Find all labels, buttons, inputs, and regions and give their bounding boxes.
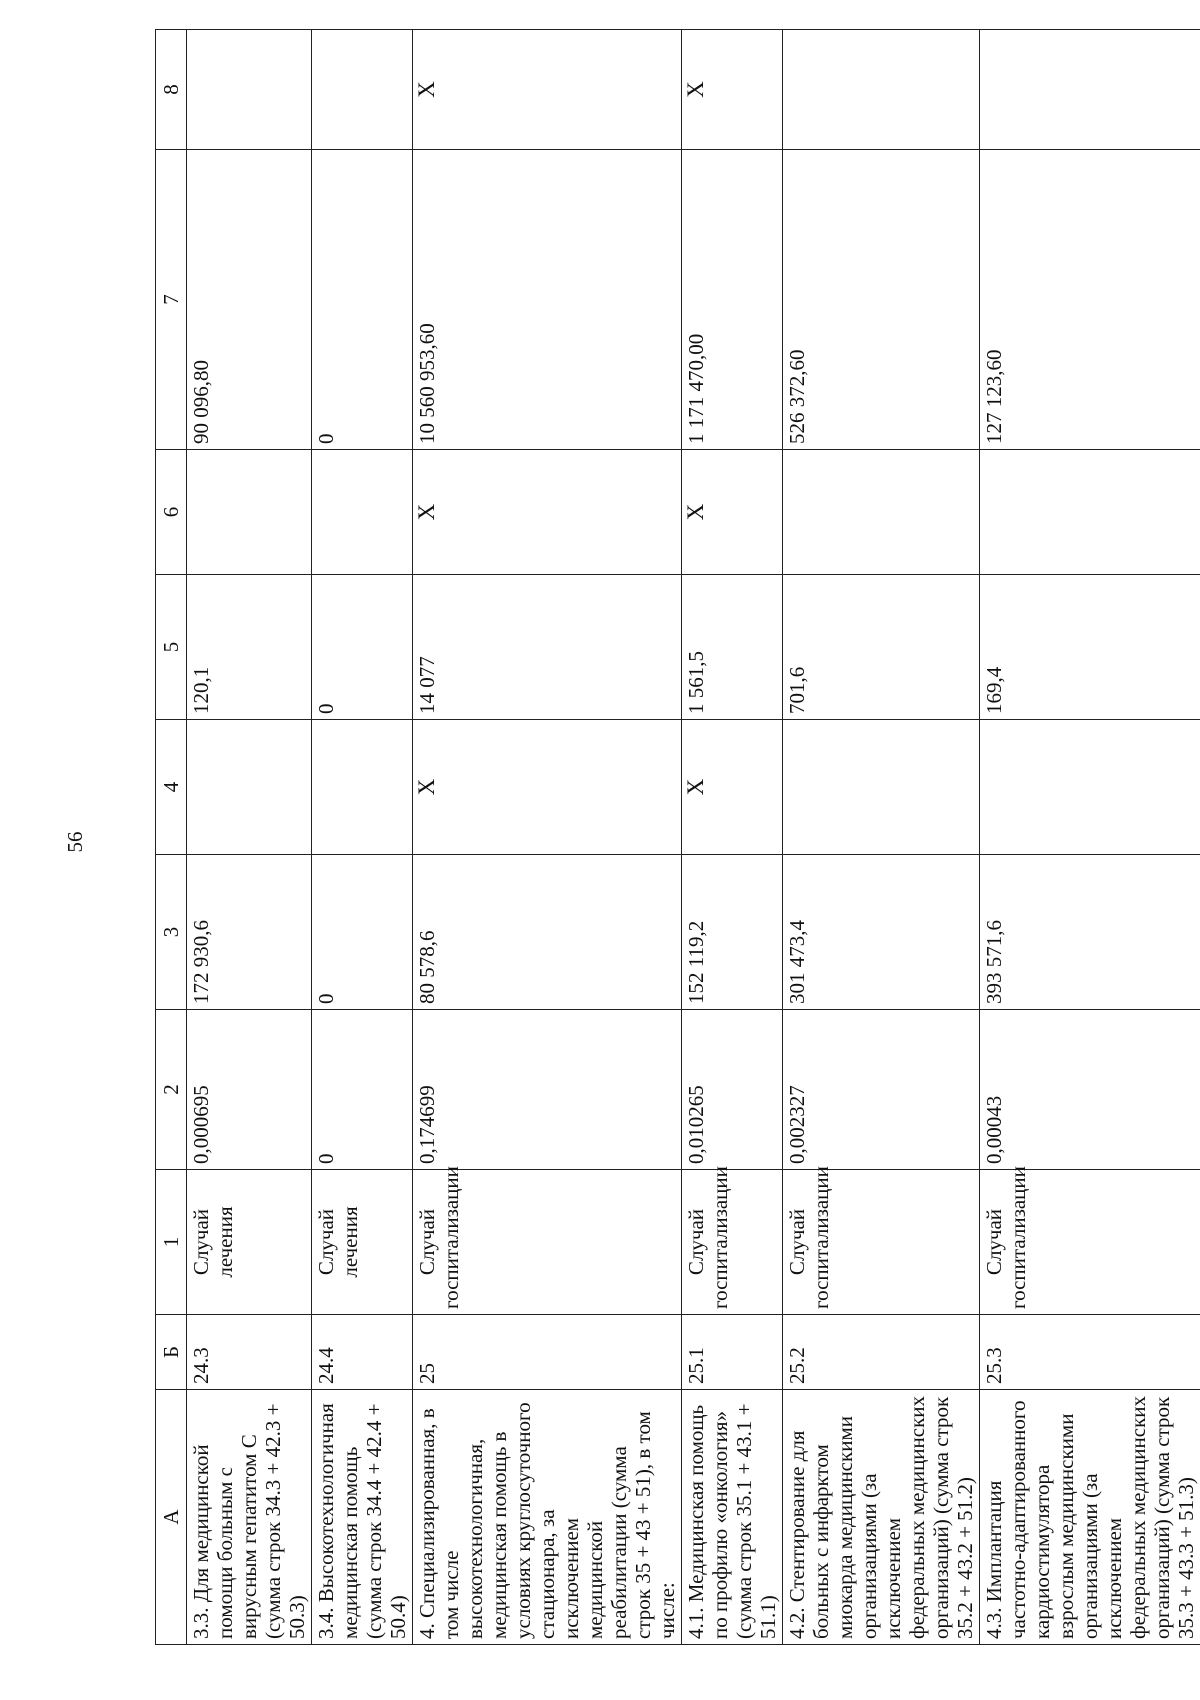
value-cell: 0	[312, 855, 413, 1010]
value-cell: Х	[413, 450, 682, 575]
header-cell: 4	[156, 720, 187, 855]
row-description: 3.3. Для медицинской помощи больным с вирусным гепатитом С (сумма строк 34.3 + 42.3 + 50.3)	[187, 1390, 312, 1645]
value-cell: 10 560 953,60	[413, 150, 682, 450]
row-code: 24.4	[312, 1315, 413, 1390]
header-cell: 2	[156, 1010, 187, 1170]
value-cell: 526 372,60	[783, 150, 980, 450]
unit-cell: Случай госпитализации	[980, 1170, 1200, 1315]
value-cell: Х	[682, 450, 783, 575]
header-row	[156, 30, 187, 1645]
value-cell: 0,000695	[187, 1010, 312, 1170]
value-cell: 1 561,5	[682, 575, 783, 720]
header-cell: Б	[156, 1315, 187, 1390]
unit-cell: Случай лечения	[187, 1170, 312, 1315]
header-cell: 1	[156, 1170, 187, 1315]
value-cell	[783, 720, 980, 855]
value-cell: 701,6	[783, 575, 980, 720]
rotated-table-container	[155, 30, 1198, 1645]
page-number: 56	[63, 831, 87, 853]
value-cell	[312, 450, 413, 575]
table-row	[682, 30, 783, 1645]
row-description: 4.1. Медицинская помощь по профилю «онкология» (сумма строк 35.1 + 43.1 + 51.1)	[682, 1390, 783, 1645]
data-table	[155, 29, 1200, 1645]
value-cell	[187, 30, 312, 150]
value-cell	[980, 720, 1200, 855]
row-description: 3.4. Высокотехнологичная медицинская помощь (сумма строк 34.4 + 42.4 + 50.4)	[312, 1390, 413, 1645]
value-cell	[312, 30, 413, 150]
value-cell	[783, 30, 980, 150]
header-cell: 5	[156, 575, 187, 720]
value-cell: Х	[682, 30, 783, 150]
value-cell: 90 096,80	[187, 150, 312, 450]
value-cell: 393 571,6	[980, 855, 1200, 1010]
row-code: 25.3	[980, 1315, 1200, 1390]
value-cell: 80 578,6	[413, 855, 682, 1010]
unit-cell: Случай лечения	[312, 1170, 413, 1315]
row-code: 25.1	[682, 1315, 783, 1390]
table-row	[783, 30, 980, 1645]
table-row	[980, 30, 1200, 1645]
value-cell: Х	[413, 30, 682, 150]
table-row	[187, 30, 312, 1645]
header-cell: 7	[156, 150, 187, 450]
value-cell: 1 171 470,00	[682, 150, 783, 450]
value-cell: 0,002327	[783, 1010, 980, 1170]
value-cell: 0,174699	[413, 1010, 682, 1170]
value-cell: 14 077	[413, 575, 682, 720]
value-cell: 169,4	[980, 575, 1200, 720]
row-description: 4. Специализированная, в том числе высокотехнологичная, медицинская помощь в условиях круглосуточного стационара, за исключением медицинской реабилитации (сумма строк 35 + 43 + 51), в том числе:	[413, 1390, 682, 1645]
row-code: 25	[413, 1315, 682, 1390]
value-cell	[980, 30, 1200, 150]
value-cell	[312, 720, 413, 855]
value-cell: Х	[682, 720, 783, 855]
value-cell: 0,00043	[980, 1010, 1200, 1170]
value-cell	[980, 450, 1200, 575]
value-cell	[187, 720, 312, 855]
header-cell: 6	[156, 450, 187, 575]
value-cell: 172 930,6	[187, 855, 312, 1010]
value-cell	[187, 450, 312, 575]
value-cell: 127 123,60	[980, 150, 1200, 450]
value-cell: 120,1	[187, 575, 312, 720]
value-cell: 0	[312, 1010, 413, 1170]
header-cell: А	[156, 1390, 187, 1645]
row-description: 4.3. Имплантация частотно-адаптированного кардиостимулятора взрослым медицинскими организациями (за исключением федеральных медицинских организаций) (сумма строк 35.3 + 43.3 + 51.3)	[980, 1390, 1200, 1645]
value-cell	[783, 450, 980, 575]
value-cell: Х	[413, 720, 682, 855]
value-cell: 301 473,4	[783, 855, 980, 1010]
value-cell: 152 119,2	[682, 855, 783, 1010]
header-cell: 3	[156, 855, 187, 1010]
value-cell: 0,010265	[682, 1010, 783, 1170]
row-description: 4.2. Стентирование для больных с инфарктом миокарда медицинскими организациями (за исключением федеральных медицинских организаций) (сумма строк 35.2 + 43.2 + 51.2)	[783, 1390, 980, 1645]
row-code: 25.2	[783, 1315, 980, 1390]
value-cell: 0	[312, 150, 413, 450]
header-cell: 8	[156, 30, 187, 150]
unit-cell: Случай госпитализации	[413, 1170, 682, 1315]
row-code: 24.3	[187, 1315, 312, 1390]
table-row	[413, 30, 682, 1645]
unit-cell: Случай госпитализации	[783, 1170, 980, 1315]
unit-cell: Случай госпитализации	[682, 1170, 783, 1315]
table-row	[312, 30, 413, 1645]
value-cell: 0	[312, 575, 413, 720]
